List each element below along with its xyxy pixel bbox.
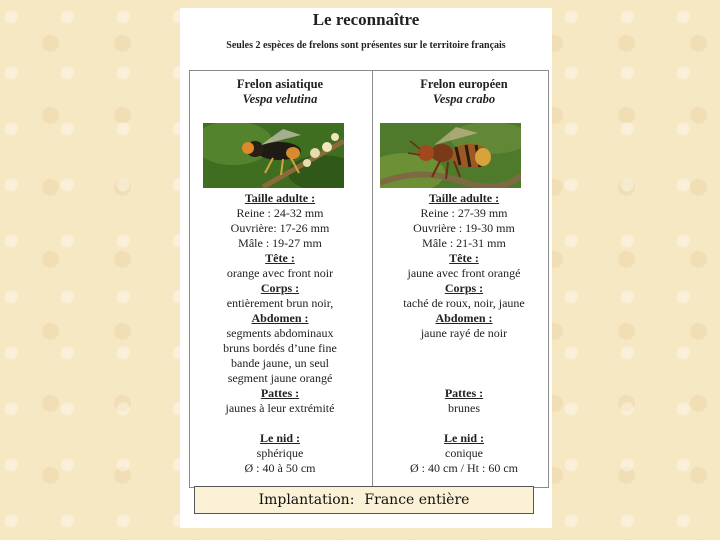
- legs-heading: Pattes :: [260, 386, 300, 400]
- species-latin-name: Vespa crabo: [432, 92, 496, 106]
- nest-shape: conique: [445, 446, 483, 460]
- body-text: entièrement brun noir,: [226, 296, 334, 310]
- document-page: [180, 8, 552, 528]
- abdomen-line: segment jaune orangé: [227, 371, 333, 385]
- size-queen: Reine : 24-32 mm: [236, 206, 324, 220]
- size-queen: Reine : 27-39 mm: [420, 206, 508, 220]
- size-heading: Taille adulte :: [428, 191, 500, 205]
- size-worker: Ouvrière : 19-30 mm: [413, 221, 515, 235]
- size-heading: Taille adulte :: [244, 191, 316, 205]
- abdomen-line: bande jaune, un seul: [231, 356, 329, 370]
- asian-hornet-icon: [203, 123, 344, 188]
- european-hornet-photo: [380, 123, 521, 188]
- page-title: Le reconnaître: [312, 10, 420, 29]
- nest-heading: Le nid :: [443, 431, 484, 445]
- legs-text: brunes: [448, 401, 480, 415]
- comparison-table: [189, 70, 549, 488]
- abdomen-heading: Abdomen :: [251, 311, 309, 325]
- head-heading: Tête :: [449, 251, 479, 265]
- size-male: Mâle : 21-31 mm: [422, 236, 506, 250]
- legs-text: jaunes à leur extrémité: [225, 401, 335, 415]
- abdomen-line: jaune rayé de noir: [420, 326, 508, 340]
- legs-heading: Pattes :: [444, 386, 484, 400]
- nest-heading: Le nid :: [259, 431, 300, 445]
- species-common-name: Frelon asiatique: [236, 77, 324, 91]
- nest-size: Ø : 40 cm / Ht : 60 cm: [410, 461, 518, 475]
- species-latin-name: Vespa velutina: [242, 92, 318, 106]
- abdomen-heading: Abdomen :: [435, 311, 493, 325]
- head-text: orange avec front noir: [226, 266, 334, 280]
- species-common-name: Frelon européen: [420, 77, 508, 91]
- nest-size: Ø : 40 à 50 cm: [244, 461, 316, 475]
- species-details: [374, 191, 554, 476]
- abdomen-line: segments abdominaux: [226, 326, 334, 340]
- implantation-box: [194, 486, 534, 514]
- head-heading: Tête :: [265, 251, 295, 265]
- column-divider: [372, 71, 373, 487]
- page-subtitle: Seules 2 espèces de frelons sont présentes sur le territoire français: [226, 40, 506, 51]
- body-heading: Corps :: [260, 281, 300, 295]
- head-text: jaune avec front orangé: [407, 266, 521, 280]
- abdomen-line: bruns bordés d’une fine: [223, 341, 337, 355]
- body-text: taché de roux, noir, jaune: [403, 296, 525, 310]
- european-hornet-icon: [380, 123, 521, 188]
- body-heading: Corps :: [444, 281, 484, 295]
- size-male: Mâle : 19-27 mm: [238, 236, 322, 250]
- implantation-label: Implantation:: [258, 492, 355, 508]
- nest-shape: sphérique: [256, 446, 304, 460]
- species-details: [190, 191, 370, 476]
- implantation-value: France entière: [364, 492, 470, 508]
- asian-hornet-photo: [203, 123, 344, 188]
- size-worker: Ouvrière: 17-26 mm: [230, 221, 330, 235]
